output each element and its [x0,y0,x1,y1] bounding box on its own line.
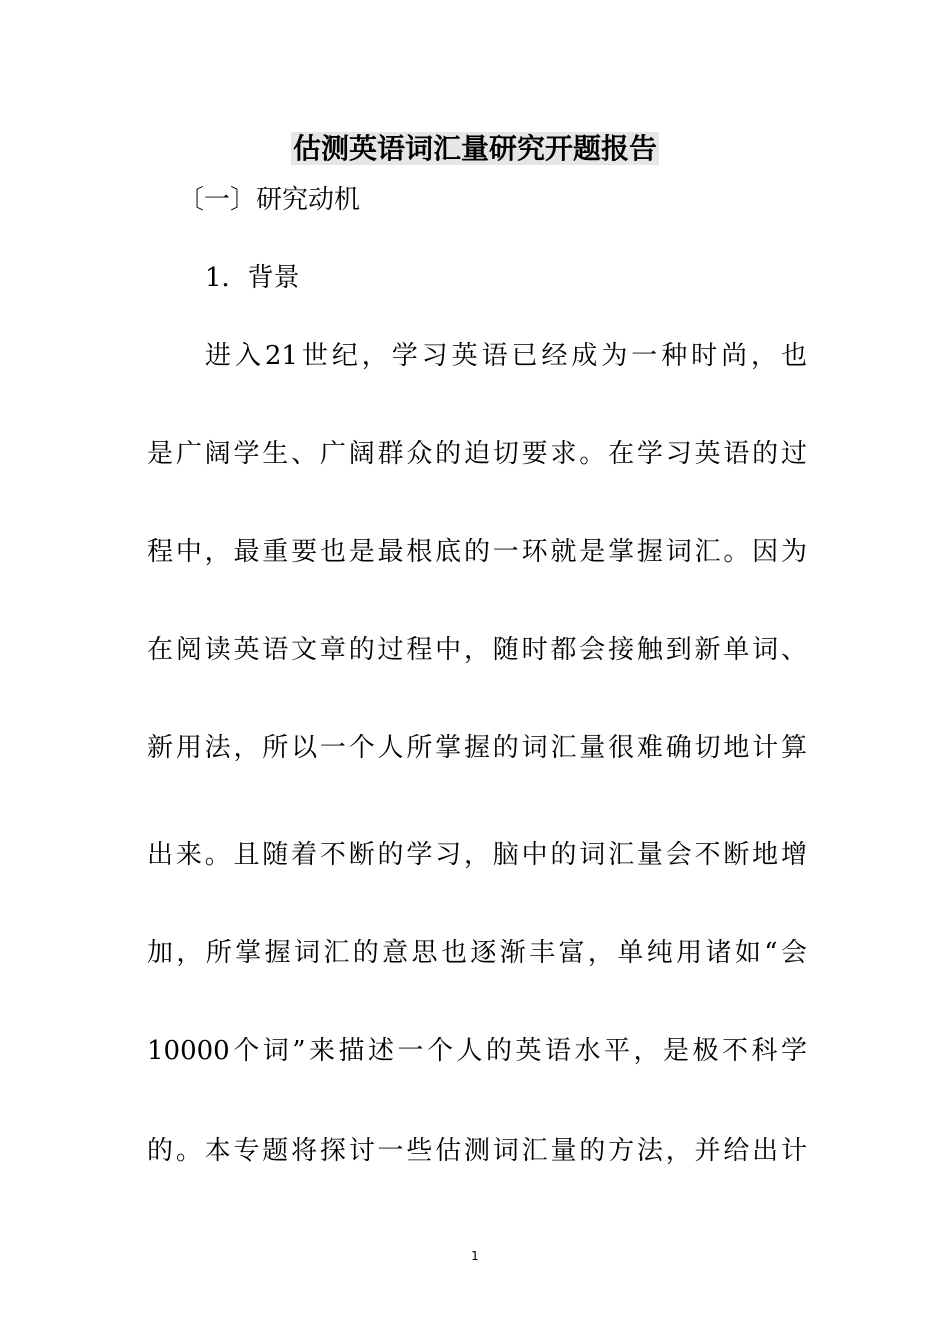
paragraph-line: 的。本专题将探讨一些估测词汇量的方法，并给出计 [147,1136,807,1166]
paragraph-line: 是广阔学生、广阔群众的迫切要求。在学习英语的过 [147,439,807,469]
paragraph-line: 新用法，所以一个人所掌握的词汇量很难确切地计算 [147,733,807,763]
subsection-heading: 1．背景 [205,263,300,293]
page-number: 1 [471,1249,479,1263]
paragraph-line: 加，所掌握词汇的意思也逐渐丰富，单纯用诸如“会 [147,938,807,968]
document-title-text: 估测英语词汇量研究开题报告 [292,132,657,165]
paragraph-line: 10000个词”来描述一个人的英语水平，是极不科学 [147,1036,807,1066]
paragraph-line: 程中，最重要也是最根底的一环就是掌握词汇。因为 [147,537,807,567]
document-title [0,129,950,169]
paragraph-line: 进入21世纪，学习英语已经成为一种时尚，也 [205,341,807,371]
paragraph-line: 在阅读英语文章的过程中，随时都会接触到新单词、 [147,635,807,665]
section-heading: 〔一〕研究动机 [178,185,361,215]
paragraph-line: 出来。且随着不断的学习，脑中的词汇量会不断地增 [147,840,807,870]
